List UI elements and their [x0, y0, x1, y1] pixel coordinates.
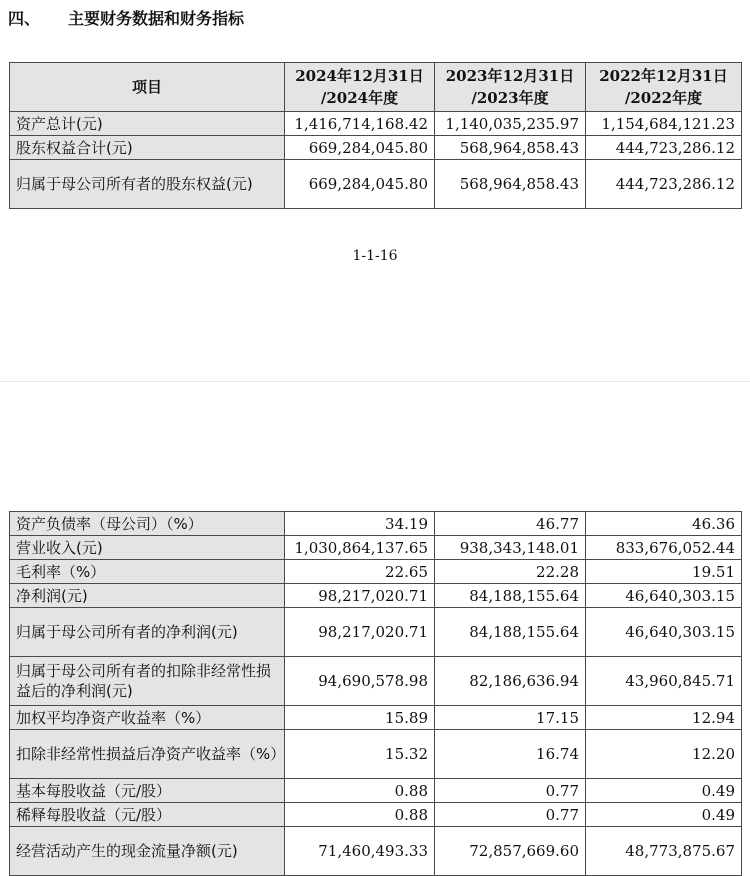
cell-2024: 22.65: [285, 560, 435, 584]
table-row: [10, 779, 742, 803]
table-row: [10, 803, 742, 827]
row-label: 加权平均净资产收益率（%）: [10, 706, 285, 730]
cell-2023: 46.77: [435, 512, 586, 536]
cell-2022: 12.20: [586, 730, 742, 779]
row-label: 营业收入(元): [10, 536, 285, 560]
cell-2023: 0.77: [435, 803, 586, 827]
section-title: 主要财务数据和财务指标: [68, 9, 245, 28]
cell-2022: 444,723,286.12: [586, 160, 742, 209]
row-label: 归属于母公司所有者的扣除非经常性损益后的净利润(元): [10, 657, 285, 706]
cell-2022: 46,640,303.15: [586, 584, 742, 608]
row-label: 毛利率（%）: [10, 560, 285, 584]
cell-2023: 82,186,636.94: [435, 657, 586, 706]
row-label: 扣除非经常性损益后净资产收益率（%）: [10, 730, 285, 779]
section-number: 四、: [8, 9, 41, 28]
cell-2023: 16.74: [435, 730, 586, 779]
cell-2024: 1,030,864,137.65: [285, 536, 435, 560]
table-row: [10, 512, 742, 536]
table-row: [10, 584, 742, 608]
row-label: 资产负债率（母公司）（%）: [10, 512, 285, 536]
row-label: 归属于母公司所有者的净利润(元): [10, 608, 285, 657]
header-year-2024: 2024年12月31日 /2024年度: [285, 63, 435, 112]
financial-data-table-top: [9, 62, 742, 209]
cell-2022: 833,676,052.44: [586, 536, 742, 560]
cell-2023: 22.28: [435, 560, 586, 584]
page-number: 1-1-16: [352, 248, 398, 264]
header-year-2023: 2023年12月31日 /2023年度: [435, 63, 586, 112]
cell-2024: 98,217,020.71: [285, 584, 435, 608]
header-year-2022: 2022年12月31日 /2022年度: [586, 63, 742, 112]
table-row: [10, 560, 742, 584]
cell-2022: 12.94: [586, 706, 742, 730]
table-row: [10, 657, 742, 706]
table-row: [10, 730, 742, 779]
cell-2023: 1,140,035,235.97: [435, 112, 586, 136]
section-heading: [8, 6, 244, 29]
cell-2024: 0.88: [285, 779, 435, 803]
header-item: 项目: [10, 63, 285, 112]
row-label: 净利润(元): [10, 584, 285, 608]
cell-2024: 15.89: [285, 706, 435, 730]
cell-2022: 0.49: [586, 779, 742, 803]
row-label: 股东权益合计(元): [10, 136, 285, 160]
cell-2022: 444,723,286.12: [586, 136, 742, 160]
cell-2022: 46,640,303.15: [586, 608, 742, 657]
cell-2022: 19.51: [586, 560, 742, 584]
table-row: [10, 160, 742, 209]
table-header-row: [10, 63, 742, 112]
cell-2024: 669,284,045.80: [285, 160, 435, 209]
financial-data-table-bottom: [9, 511, 742, 876]
cell-2024: 0.88: [285, 803, 435, 827]
cell-2022: 1,154,684,121.23: [586, 112, 742, 136]
cell-2022: 0.49: [586, 803, 742, 827]
cell-2024: 34.19: [285, 512, 435, 536]
cell-2023: 72,857,669.60: [435, 827, 586, 876]
row-label: 稀释每股收益（元/股）: [10, 803, 285, 827]
cell-2024: 669,284,045.80: [285, 136, 435, 160]
cell-2024: 15.32: [285, 730, 435, 779]
table-row: [10, 136, 742, 160]
cell-2022: 48,773,875.67: [586, 827, 742, 876]
cell-2023: 0.77: [435, 779, 586, 803]
cell-2024: 71,460,493.33: [285, 827, 435, 876]
cell-2024: 98,217,020.71: [285, 608, 435, 657]
table-row: [10, 112, 742, 136]
row-label: 资产总计(元): [10, 112, 285, 136]
cell-2022: 43,960,845.71: [586, 657, 742, 706]
cell-2023: 938,343,148.01: [435, 536, 586, 560]
table-row: [10, 827, 742, 876]
table-row: [10, 706, 742, 730]
row-label: 归属于母公司所有者的股东权益(元): [10, 160, 285, 209]
cell-2023: 568,964,858.43: [435, 136, 586, 160]
row-label: 基本每股收益（元/股）: [10, 779, 285, 803]
page-divider: [0, 381, 750, 382]
row-label: 经营活动产生的现金流量净额(元): [10, 827, 285, 876]
cell-2024: 1,416,714,168.42: [285, 112, 435, 136]
cell-2023: 17.15: [435, 706, 586, 730]
cell-2024: 94,690,578.98: [285, 657, 435, 706]
cell-2023: 568,964,858.43: [435, 160, 586, 209]
cell-2023: 84,188,155.64: [435, 608, 586, 657]
table-row: [10, 608, 742, 657]
cell-2022: 46.36: [586, 512, 742, 536]
table-row: [10, 536, 742, 560]
cell-2023: 84,188,155.64: [435, 584, 586, 608]
